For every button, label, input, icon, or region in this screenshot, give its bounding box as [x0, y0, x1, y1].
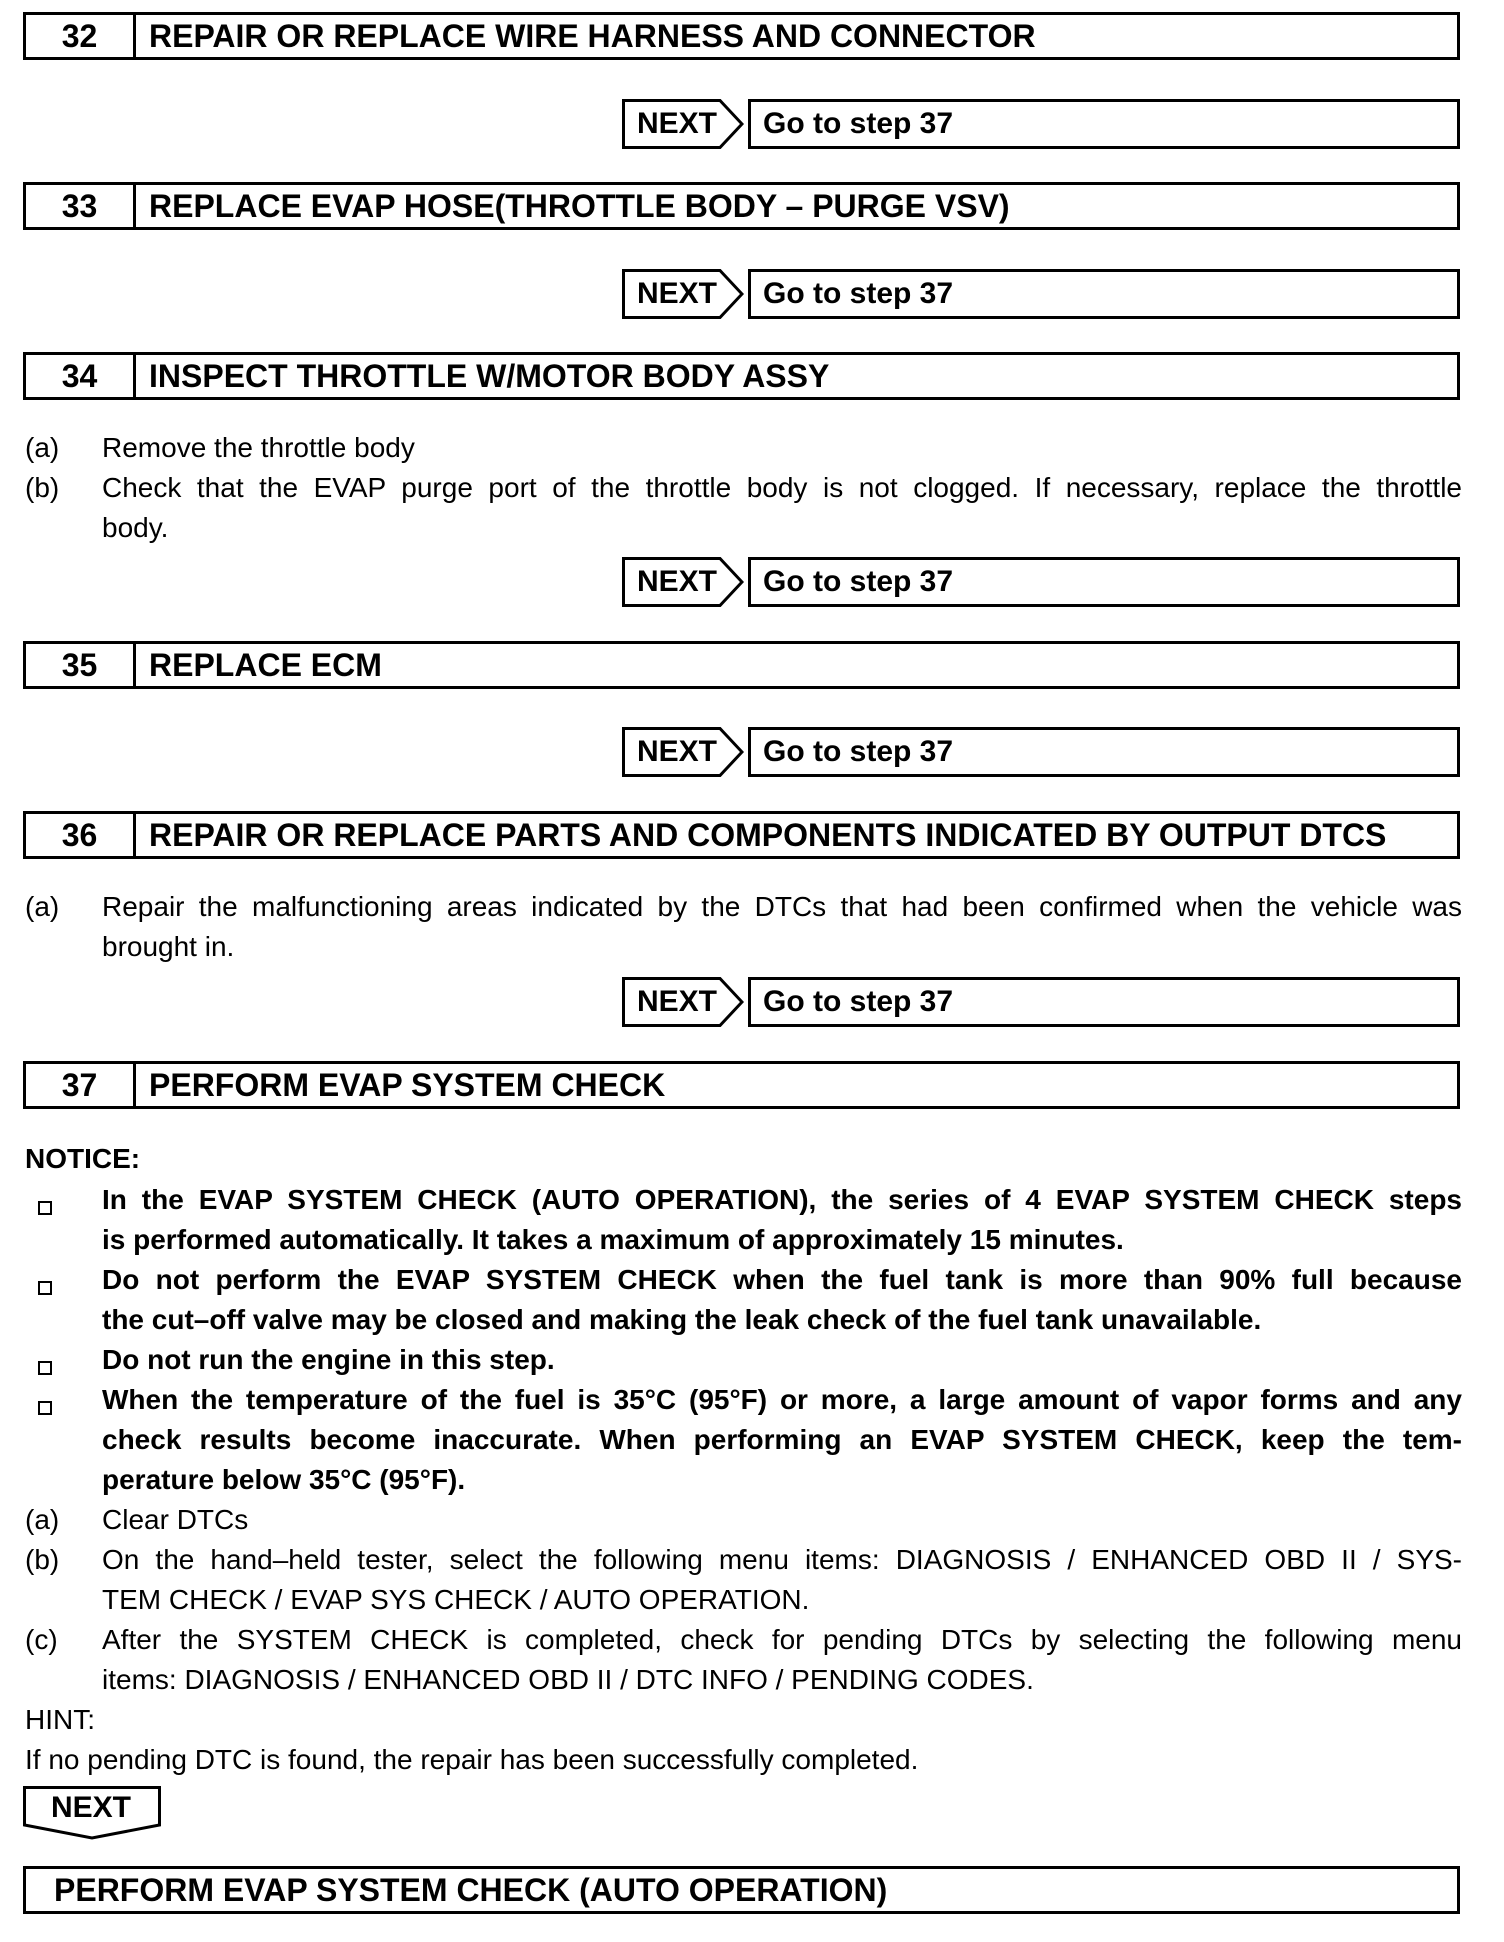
step-number: 35: [26, 644, 136, 686]
hint-heading: HINT:: [25, 1704, 95, 1735]
item-label: (a): [25, 891, 60, 922]
notice-text: Do not run the engine in this step.: [102, 1344, 555, 1375]
next-button[interactable]: [23, 1786, 163, 1840]
step-title: REPLACE ECM: [149, 646, 382, 683]
next-row[interactable]: [622, 977, 1462, 1027]
next-label: NEXT: [637, 277, 718, 310]
next-row[interactable]: [622, 269, 1462, 319]
next-label: NEXT: [50, 1791, 131, 1824]
step-title: REPLACE EVAP HOSE(THROTTLE BODY – PURGE VSV): [149, 187, 1010, 224]
item-text: Repair the malfunctioning areas indicated by the DTCs that had been confirmed when the vehicle was: [102, 891, 1462, 922]
step-32-header: [23, 12, 1460, 60]
item-text: On the hand–held tester, select the following menu items: DIAGNOSIS / ENHANCED OBD II / SYS-: [102, 1544, 1462, 1575]
next-row[interactable]: [622, 727, 1462, 777]
item-label: (b): [25, 472, 60, 503]
hint-text: If no pending DTC is found, the repair has been successfully completed.: [25, 1744, 919, 1775]
notice-text: the cut–off valve may be closed and making the leak check of the fuel tank unavailable.: [102, 1304, 1262, 1335]
notice-text: Do not perform the EVAP SYSTEM CHECK when the fuel tank is more than 90% full because: [102, 1264, 1462, 1295]
step-title: INSPECT THROTTLE W/MOTOR BODY ASSY: [149, 357, 830, 394]
item-text: Remove the throttle body: [102, 432, 415, 463]
next-label: NEXT: [637, 565, 718, 598]
step-number: 34: [26, 355, 136, 397]
item-label: (a): [25, 1504, 60, 1535]
item-text: brought in.: [102, 931, 235, 962]
next-row[interactable]: [622, 99, 1462, 149]
next-row[interactable]: [622, 557, 1462, 607]
step-title: PERFORM EVAP SYSTEM CHECK: [149, 1066, 666, 1103]
notice-text: perature below 35°C (95°F).: [102, 1464, 466, 1495]
go-to-step-box: Go to step 37: [748, 269, 1460, 319]
checkbox-bullet-icon: [38, 1361, 52, 1375]
go-to-step-box: Go to step 37: [748, 977, 1460, 1027]
next-label: NEXT: [637, 985, 718, 1018]
item-text: items: DIAGNOSIS / ENHANCED OBD II / DTC INFO / PENDING CODES.: [102, 1664, 1034, 1695]
item-text: After the SYSTEM CHECK is completed, check for pending DTCs by selecting the following menu: [102, 1624, 1462, 1655]
step-33-header: [23, 182, 1460, 230]
checkbox-bullet-icon: [38, 1401, 52, 1415]
step-title: REPAIR OR REPLACE PARTS AND COMPONENTS INDICATED BY OUTPUT DTCS: [149, 816, 1387, 853]
subsection-title: PERFORM EVAP SYSTEM CHECK (AUTO OPERATION): [54, 1871, 888, 1908]
next-label: NEXT: [637, 735, 718, 768]
notice-text: check results become inaccurate. When performing an EVAP SYSTEM CHECK, keep the tem-: [102, 1424, 1462, 1455]
item-text: TEM CHECK / EVAP SYS CHECK / AUTO OPERATION.: [102, 1584, 810, 1615]
step-title: REPAIR OR REPLACE WIRE HARNESS AND CONNECTOR: [149, 17, 1036, 54]
notice-heading: NOTICE:: [25, 1143, 141, 1174]
item-label: (c): [25, 1624, 58, 1655]
go-to-step-box: Go to step 37: [748, 99, 1460, 149]
notice-text: In the EVAP SYSTEM CHECK (AUTO OPERATION), the series of 4 EVAP SYSTEM CHECK steps: [102, 1184, 1462, 1215]
step-36-header: [23, 811, 1460, 859]
checkbox-bullet-icon: [38, 1201, 52, 1215]
step-35-header: [23, 641, 1460, 689]
notice-text: is performed automatically. It takes a maximum of approximately 15 minutes.: [102, 1224, 1124, 1255]
step-number: 33: [26, 185, 136, 227]
step-number: 32: [26, 15, 136, 57]
step-37-header: [23, 1061, 1460, 1109]
step-number: 37: [26, 1064, 136, 1106]
notice-text: When the temperature of the fuel is 35°C (95°F) or more, a large amount of vapor forms and any: [102, 1384, 1462, 1415]
checkbox-bullet-icon: [38, 1281, 52, 1295]
item-text: Check that the EVAP purge port of the throttle body is not clogged. If necessary, replace the throttle: [102, 472, 1462, 503]
step-34-header: [23, 352, 1460, 400]
item-text: Clear DTCs: [102, 1504, 249, 1535]
go-to-step-box: Go to step 37: [748, 727, 1460, 777]
next-label: NEXT: [637, 107, 718, 140]
subsection-header: [23, 1866, 1460, 1914]
go-to-step-box: Go to step 37: [748, 557, 1460, 607]
step-number: 36: [26, 814, 136, 856]
item-label: (b): [25, 1544, 60, 1575]
item-label: (a): [25, 432, 60, 463]
item-text: body.: [102, 512, 169, 543]
